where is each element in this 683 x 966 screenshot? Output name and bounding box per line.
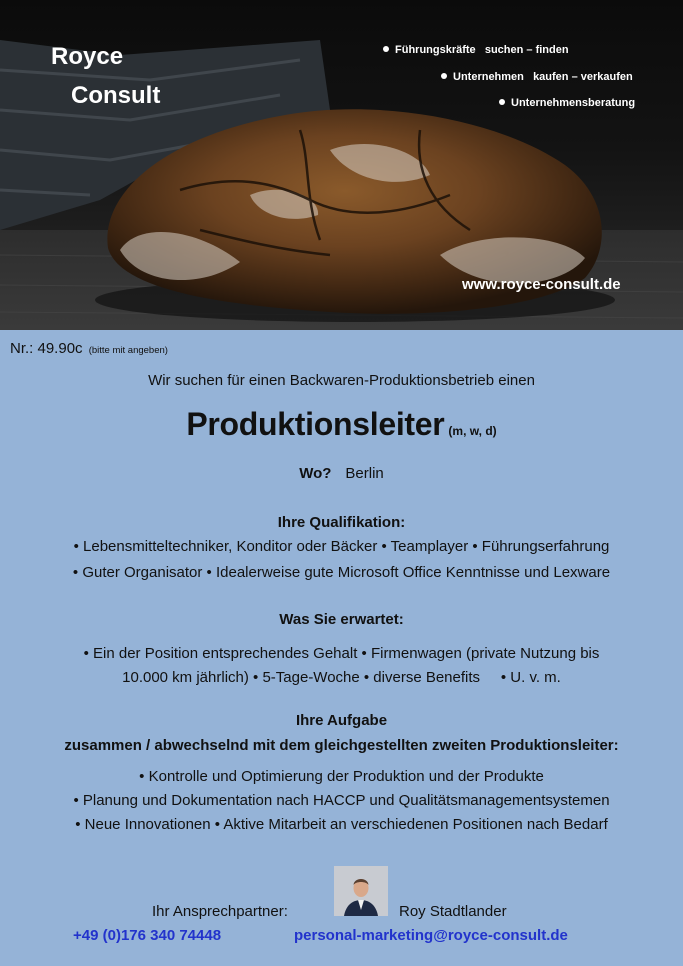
bullet-icon [441,73,447,79]
header-banner [0,0,683,330]
task-line: • Neue Innovationen • Aktive Mitarbeit an verschiedenen Positionen nach Bedarf [75,816,608,833]
service-label: Unternehmen kaufen – verkaufen [453,71,633,83]
brand-name-line1: Royce [51,43,124,70]
job-title [0,406,683,443]
task-line: • Kontrolle und Optimierung der Produktion und der Produkte [139,768,544,785]
location-value: Berlin [345,465,384,482]
intro-text: Wir suchen für einen Backwaren-Produktionsbetrieb einen [148,372,535,389]
tasks-subheading: zusammen / abwechselnd mit dem gleichgestellten zweiten Produktionsleiter: [64,737,619,754]
service-item [441,72,633,83]
bullet-icon [383,46,389,52]
website-link[interactable]: www.royce-consult.de [462,276,621,293]
reference-label: Nr.: 49.90c [10,340,83,357]
bullet-icon [499,99,505,105]
service-label: Unternehmensberatung [511,97,636,109]
brand-name-line2: Consult [71,82,161,109]
task-line: • Planung und Dokumentation nach HACCP und Qualitätsmanagementsystemen [73,792,610,809]
tasks-heading: Ihre Aufgabe [295,712,388,729]
job-title-text: Produktionsleiter [186,406,445,442]
expect-heading: Was Sie erwartet: [279,611,404,628]
job-title-suffix: (m, w, d) [448,424,497,438]
service-item [499,98,635,109]
expect-line: • Ein der Position entsprechendes Gehalt • Firmenwagen (private Nutzung bis [83,645,600,662]
contact-name: Roy Stadtlander [399,903,507,920]
qualification-line: • Lebensmitteltechniker, Konditor oder Bäcker • Teamplayer • Führungserfahrung [73,538,610,555]
qualification-line: • Guter Organisator • Idealerweise gute Microsoft Office Kenntnisse und Lexware [72,564,611,581]
phone-link[interactable]: +49 (0)176 340 74448 [73,927,222,944]
location-label: Wo? [299,465,332,482]
service-label: Führungskräfte suchen – finden [395,44,569,56]
service-item [383,45,569,56]
reference-number [10,340,168,357]
email-link[interactable]: personal-marketing@royce-consult.de [294,927,568,944]
reference-note: (bitte mit angeben) [88,345,168,356]
expect-line: 10.000 km jährlich) • 5-Tage-Woche • diverse Benefits • U. v. m. [122,669,561,686]
contact-avatar [334,866,388,916]
person-photo-icon [334,866,388,916]
qualification-heading: Ihre Qualifikation: [277,514,406,531]
location [0,465,683,482]
contact-label: Ihr Ansprechpartner: [152,903,288,920]
